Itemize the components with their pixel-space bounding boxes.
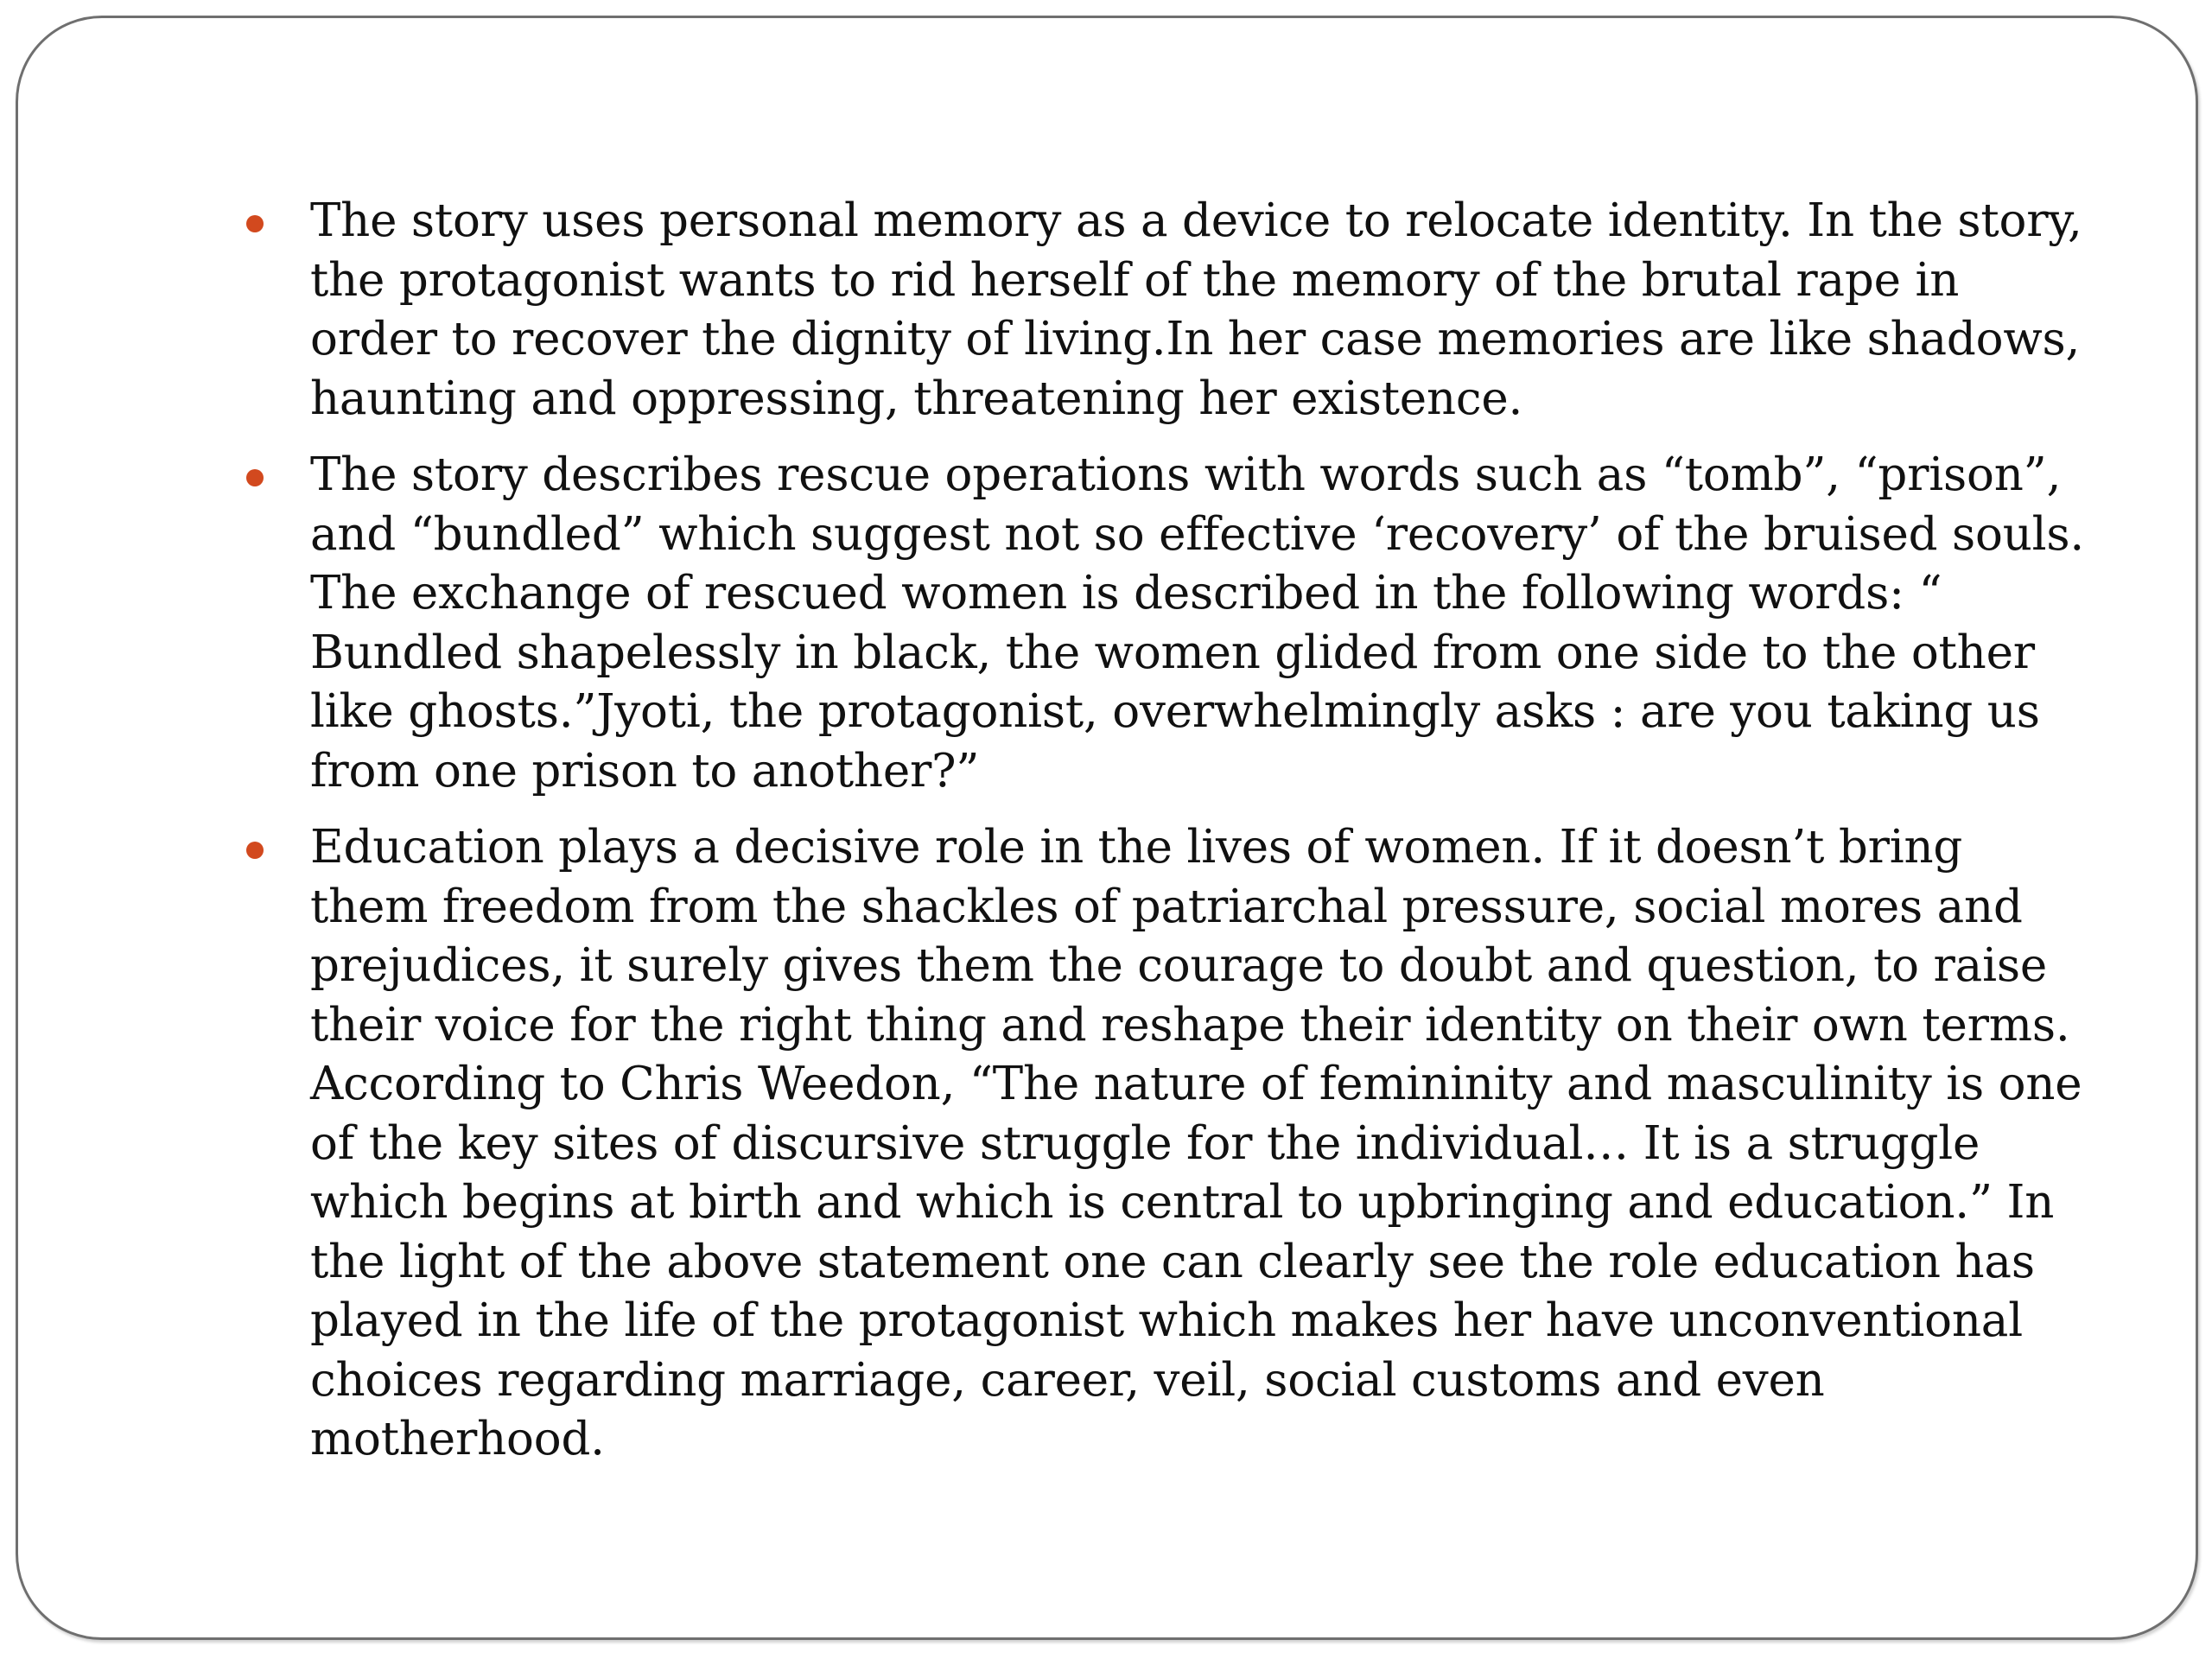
bullet-dot-icon <box>246 215 264 232</box>
bullet-text: Education plays a decisive role in the lives of women. If it doesn’t bring them freedom from the shackles of patriarchal pressure, social mores and prejudices, it surely gives them the courage to doubt and question, to raise their voice for the right thing and reshape their identity on their own terms. According to Chris Weedon, “The nature of femininity and masculinity is one of the key sites of discursive struggle for the individual… It is a struggle which begins at birth and which is central to upbringing and education.” In the light of the above statement one can clearly see the role education has played in the life of the protagonist which makes her have unconventional choices regarding marriage, career, veil, social customs and even motherhood. <box>310 821 2082 1465</box>
bullet-text: The story describes rescue operations with words such as “tomb”, “prison”, and “bundled” which suggest not so effective ‘recovery’ of the bruised souls. The exchange of rescued women is described in the following words: “ Bundled shapelessly in black, the women glided from one side to the other like ghosts.”Jyoti, the protagonist, overwhelmingly asks : are you taking us from one prison to another?” <box>310 448 2085 798</box>
bullet-dot-icon <box>246 842 264 859</box>
bullet-dot-icon <box>246 469 264 486</box>
slide-content <box>238 192 2087 1487</box>
bullet-item-memory <box>238 192 2087 429</box>
bullet-item-rescue <box>238 446 2087 801</box>
bullet-text: The story uses personal memory as a device to relocate identity. In the story, the protagonist wants to rid herself of the memory of the brutal rape in order to recover the dignity of living.In her case memories are like shadows, haunting and oppressing, threatening her existence. <box>310 194 2082 425</box>
bullet-item-education <box>238 818 2087 1470</box>
bullet-list <box>238 192 2087 1470</box>
